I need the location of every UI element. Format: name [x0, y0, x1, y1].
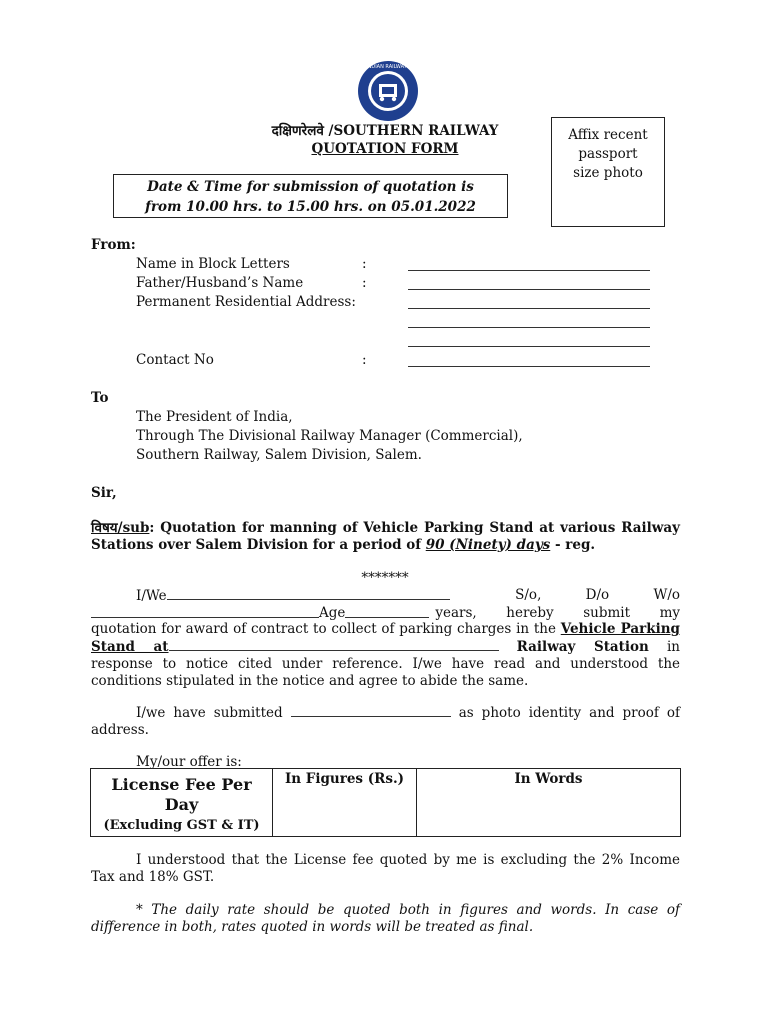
- identity-text-a: I/we have submitted: [136, 705, 283, 721]
- license-fee-header: [91, 769, 273, 837]
- to-line: Through The Divisional Railway Manager (Commercial),: [136, 428, 523, 444]
- name-field[interactable]: [408, 270, 650, 271]
- identity-proof-blank[interactable]: [291, 704, 451, 717]
- contact-colon: :: [362, 352, 367, 368]
- offer-table: [90, 768, 681, 837]
- subject-text: : Quotation for manning of Vehicle Parking Stand at various Railway Stations over Salem Division for a period of: [91, 520, 680, 553]
- photo-box-line: Affix recent: [568, 127, 648, 143]
- contact-label: Contact No: [136, 352, 214, 368]
- father-husband-field[interactable]: [408, 289, 650, 290]
- rate-note: * The daily rate should be quoted both in figures and words. In case of difference in both, rates quoted in words will be treated as final.: [91, 902, 680, 935]
- subject-suffix: - reg.: [550, 537, 596, 553]
- declaration-text-a: years, hereby submit my: [435, 605, 680, 621]
- subject-duration: 90 (Ninety) days: [425, 537, 551, 553]
- declaration-paragraph: [91, 587, 680, 622]
- form-title: QUOTATION FORM: [311, 141, 459, 157]
- address-field-2[interactable]: [408, 327, 650, 328]
- railway-heading: दक्षिणरेलवे /SOUTHERN RAILWAY: [271, 123, 499, 139]
- subject-prefix: विषय/sub: [91, 520, 150, 536]
- declaration-text: quotation for award of contract to collect of parking charges in the: [91, 621, 561, 637]
- railway-station-text: Railway Station: [516, 639, 649, 655]
- declaration-line-1: [91, 587, 680, 605]
- declaration-line-2: [91, 605, 680, 622]
- offer-label: My/our offer is:: [136, 754, 242, 770]
- submission-line: from 10.00 hrs. to 15.00 hrs. on 05.01.2022: [145, 199, 476, 215]
- photo-box-line: size photo: [573, 165, 643, 181]
- father-husband-colon: :: [362, 275, 367, 291]
- from-label: From:: [91, 237, 136, 253]
- age-blank[interactable]: [345, 605, 429, 618]
- contact-field[interactable]: [408, 366, 650, 367]
- submission-date-box: [113, 174, 508, 218]
- logo-text: INDIAN RAILWAYS: [366, 64, 410, 70]
- address-field-3[interactable]: [408, 346, 650, 347]
- age-label: Age: [319, 605, 346, 621]
- name-colon: :: [362, 256, 367, 272]
- in-figures-header: In Figures (Rs.): [284, 771, 405, 787]
- subject: [91, 520, 680, 554]
- identity-text-b: as photo identity and proof of address.: [91, 705, 681, 738]
- applicant-name-blank[interactable]: [167, 587, 450, 600]
- vehicle-parking-text: Vehicle Parking Stand at: [91, 621, 680, 655]
- photo-box-line: passport: [578, 146, 638, 162]
- to-line: Southern Railway, Salem Division, Salem.: [136, 447, 422, 463]
- identity-paragraph: [91, 704, 680, 739]
- to-line: The President of India,: [136, 409, 293, 425]
- address-label: Permanent Residential Address:: [136, 294, 356, 310]
- name-label: Name in Block Letters: [136, 256, 290, 272]
- photo-box: [551, 117, 665, 227]
- in-figures-cell[interactable]: [273, 769, 417, 837]
- father-husband-label: Father/Husband’s Name: [136, 275, 304, 291]
- license-fee-title: License Fee Per Day: [111, 775, 252, 814]
- salutation: Sir,: [91, 485, 117, 501]
- relation-name-blank[interactable]: [91, 605, 319, 618]
- declaration-tail: in response to notice cited under reference. I/we have read and understood the conditions stipulated in the notice and agree to abide the same.: [91, 639, 680, 689]
- relation-label: S/o, D/o W/o: [515, 587, 680, 603]
- in-words-cell[interactable]: [417, 769, 681, 837]
- tax-note: I understood that the License fee quoted by me is excluding the 2% Income Tax and 18% GST.: [91, 852, 680, 885]
- to-label: To: [91, 390, 109, 406]
- station-name-blank[interactable]: [169, 638, 499, 651]
- license-fee-subtitle: (Excluding GST & IT): [103, 818, 260, 833]
- indian-railways-logo: [357, 60, 419, 122]
- separator: *******: [361, 570, 409, 586]
- declaration-continued: [91, 621, 680, 690]
- submission-line: Date & Time for submission of quotation is: [147, 179, 474, 195]
- address-field-1[interactable]: [408, 308, 650, 309]
- in-words-header: In Words: [514, 771, 583, 787]
- iwe-label: I/We: [136, 588, 167, 604]
